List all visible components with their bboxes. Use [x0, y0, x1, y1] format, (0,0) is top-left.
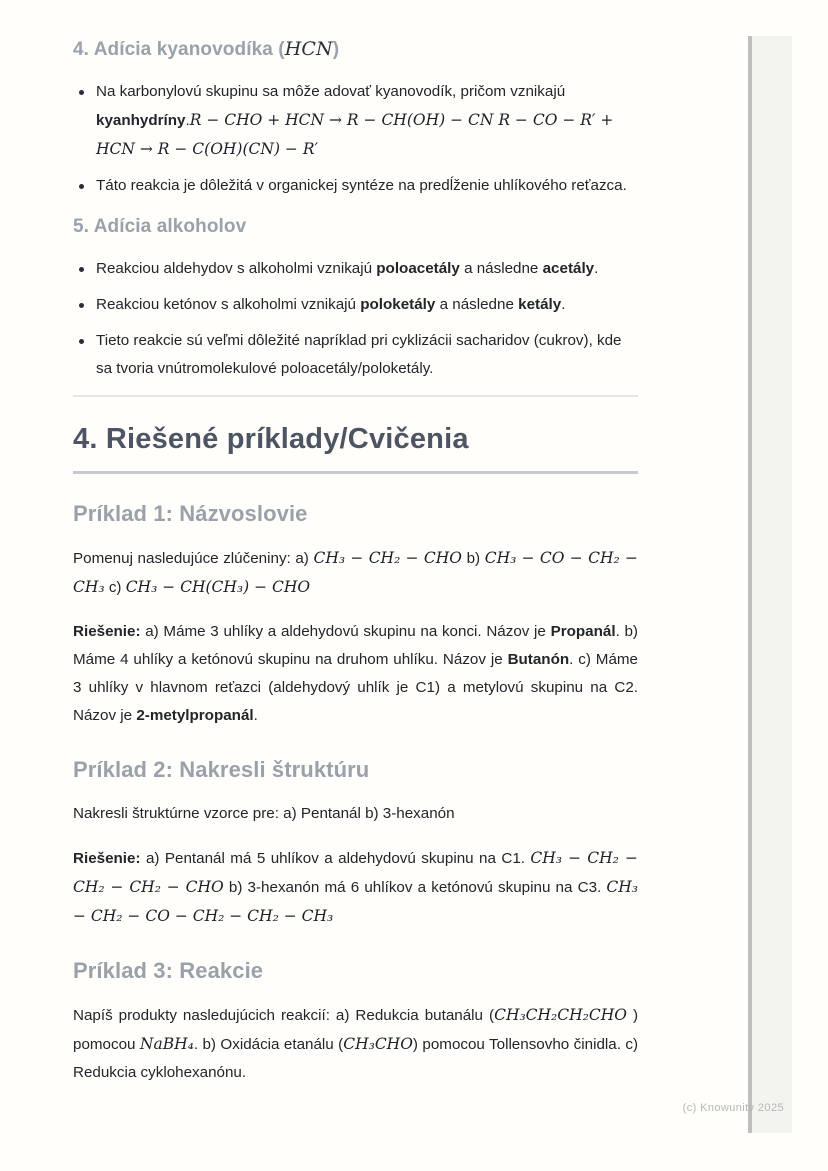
bullet-list-alkoholy: [73, 255, 638, 383]
text-segment: a následne: [435, 296, 519, 313]
text-segment: Napíš produkty nasledujúcich reakcií: a) Redukcia butanálu (: [73, 1007, 495, 1024]
text-segment: 4. Adícia kyanovodíka (: [73, 39, 285, 60]
text-segment: acetály: [542, 260, 595, 277]
section-divider: [73, 395, 638, 397]
list-item: [73, 327, 638, 383]
text-segment: CH₃ − CH₂ − CHO: [313, 549, 462, 567]
text-segment: Nakresli štruktúrne vzorce pre: a) Pentanál b) 3-hexanón: [73, 805, 455, 822]
text-segment: CH₃ − CO − CH₂ − CH₃: [73, 549, 638, 596]
bullet-list-kyanovodik: [73, 78, 638, 200]
text-segment: CH₃ − CH₂ − CH₂ − CH₂ − CHO: [73, 849, 638, 896]
list-item: [73, 291, 638, 319]
text-segment: c): [104, 579, 126, 596]
text-segment: ) pomocou Tollensovho činidla. c) Redukcia cyklohexanónu.: [73, 1036, 639, 1081]
page-edge-strip: [748, 36, 792, 1133]
text-segment: CH₃CHO: [343, 1035, 413, 1053]
text-segment: CH₃CH₂CH₂CHO: [494, 1006, 627, 1024]
text-segment: ketály: [518, 296, 562, 313]
list-item: [73, 172, 638, 200]
text-segment: b) 3-hexanón má 6 uhlíkov a ketónovú skupinu na C3.: [223, 879, 607, 896]
text-segment: Reakciou ketónov s alkoholmi vznikajú: [96, 296, 361, 313]
text-segment: Reakciou aldehydov s alkoholmi vznikajú: [96, 260, 377, 277]
text-segment: a následne: [459, 260, 543, 277]
text-segment: .: [561, 296, 566, 313]
chapter-heading-riesene-priklady: 4. Riešené príklady/Cvičenia: [73, 421, 638, 474]
example-3-heading: Príklad 3: Reakcie: [73, 958, 264, 983]
text-segment: poloketály: [360, 296, 436, 313]
list-item: [73, 255, 638, 283]
text-segment: HCN: [284, 38, 333, 60]
text-segment: . b) Máme 4 uhlíky a ketónovú skupinu na druhom uhlíku. Názov je: [73, 623, 638, 668]
section-heading-adicia-alkoholov: [73, 214, 638, 239]
text-segment: Riešenie:: [73, 850, 141, 867]
text-segment: .: [185, 112, 190, 129]
text-segment: NaBH₄: [139, 1035, 194, 1053]
text-segment: 2-metylpropanál: [136, 707, 254, 724]
text-segment: Butanón: [507, 651, 570, 668]
list-item: [73, 78, 638, 164]
example-1-heading: Príklad 1: Názvoslovie: [73, 501, 308, 526]
copyright-watermark: (c) Knowunity 2025: [682, 1102, 784, 1114]
text-segment: ): [332, 39, 340, 60]
text-segment: Táto reakcia je dôležitá v organickej syntéze na predĺženie uhlíkového reťazca.: [96, 177, 627, 194]
text-segment: Pomenuj nasledujúce zlúčeniny: a): [73, 550, 314, 567]
text-segment: Riešenie:: [73, 623, 141, 640]
text-segment: ) pomocou: [73, 1007, 638, 1053]
text-segment: Na karbonylovú skupinu sa môže adovať kyanovodík, pričom vznikajú: [96, 83, 566, 100]
text-segment: kyanhydríny: [96, 112, 186, 129]
text-segment: a) Máme 3 uhlíky a aldehydovú skupinu na konci. Názov je: [140, 623, 551, 640]
text-segment: b): [461, 550, 485, 567]
document-content: [73, 0, 638, 1087]
text-segment: 5. Adícia alkoholov: [73, 216, 247, 237]
section-heading-adicia-kyanovodika: [73, 37, 638, 62]
text-segment: CH₃ − CH₂ − CO − CH₂ − CH₂ − CH₃: [73, 878, 638, 925]
example-3-task: [73, 1001, 638, 1087]
text-segment: a) Pentanál má 5 uhlíkov a aldehydovú skupinu na C1.: [140, 850, 531, 867]
example-1-solution: [73, 618, 638, 730]
example-2-heading: Príklad 2: Nakresli štruktúru: [73, 757, 370, 782]
example-1-task: [73, 544, 638, 602]
text-segment: .: [253, 707, 258, 724]
text-segment: CH₃ − CH(CH₃) − CHO: [125, 578, 311, 596]
text-segment: . b) Oxidácia etanálu (: [193, 1036, 344, 1053]
example-2-solution: [73, 844, 638, 931]
text-segment: poloacetály: [376, 260, 460, 277]
example-2-task: [73, 800, 638, 828]
text-segment: . c) Máme 3 uhlíky v hlavnom reťazci (aldehydový uhlík je C1) a metylovú skupinu na C2. Názov je: [73, 651, 639, 724]
text-segment: Tieto reakcie sú veľmi dôležité napríklad pri cyklizácii sacharidov (cukrov), kde sa tvoria vnútromolekulové poloacetály/poloketály.: [96, 332, 622, 377]
text-segment: Propanál: [550, 623, 616, 640]
text-segment: R − CHO + HCN → R − CH(OH) − CN R − CO − R′ + HCN → R − C(OH)(CN) − R′: [96, 111, 614, 158]
text-segment: .: [594, 260, 599, 277]
